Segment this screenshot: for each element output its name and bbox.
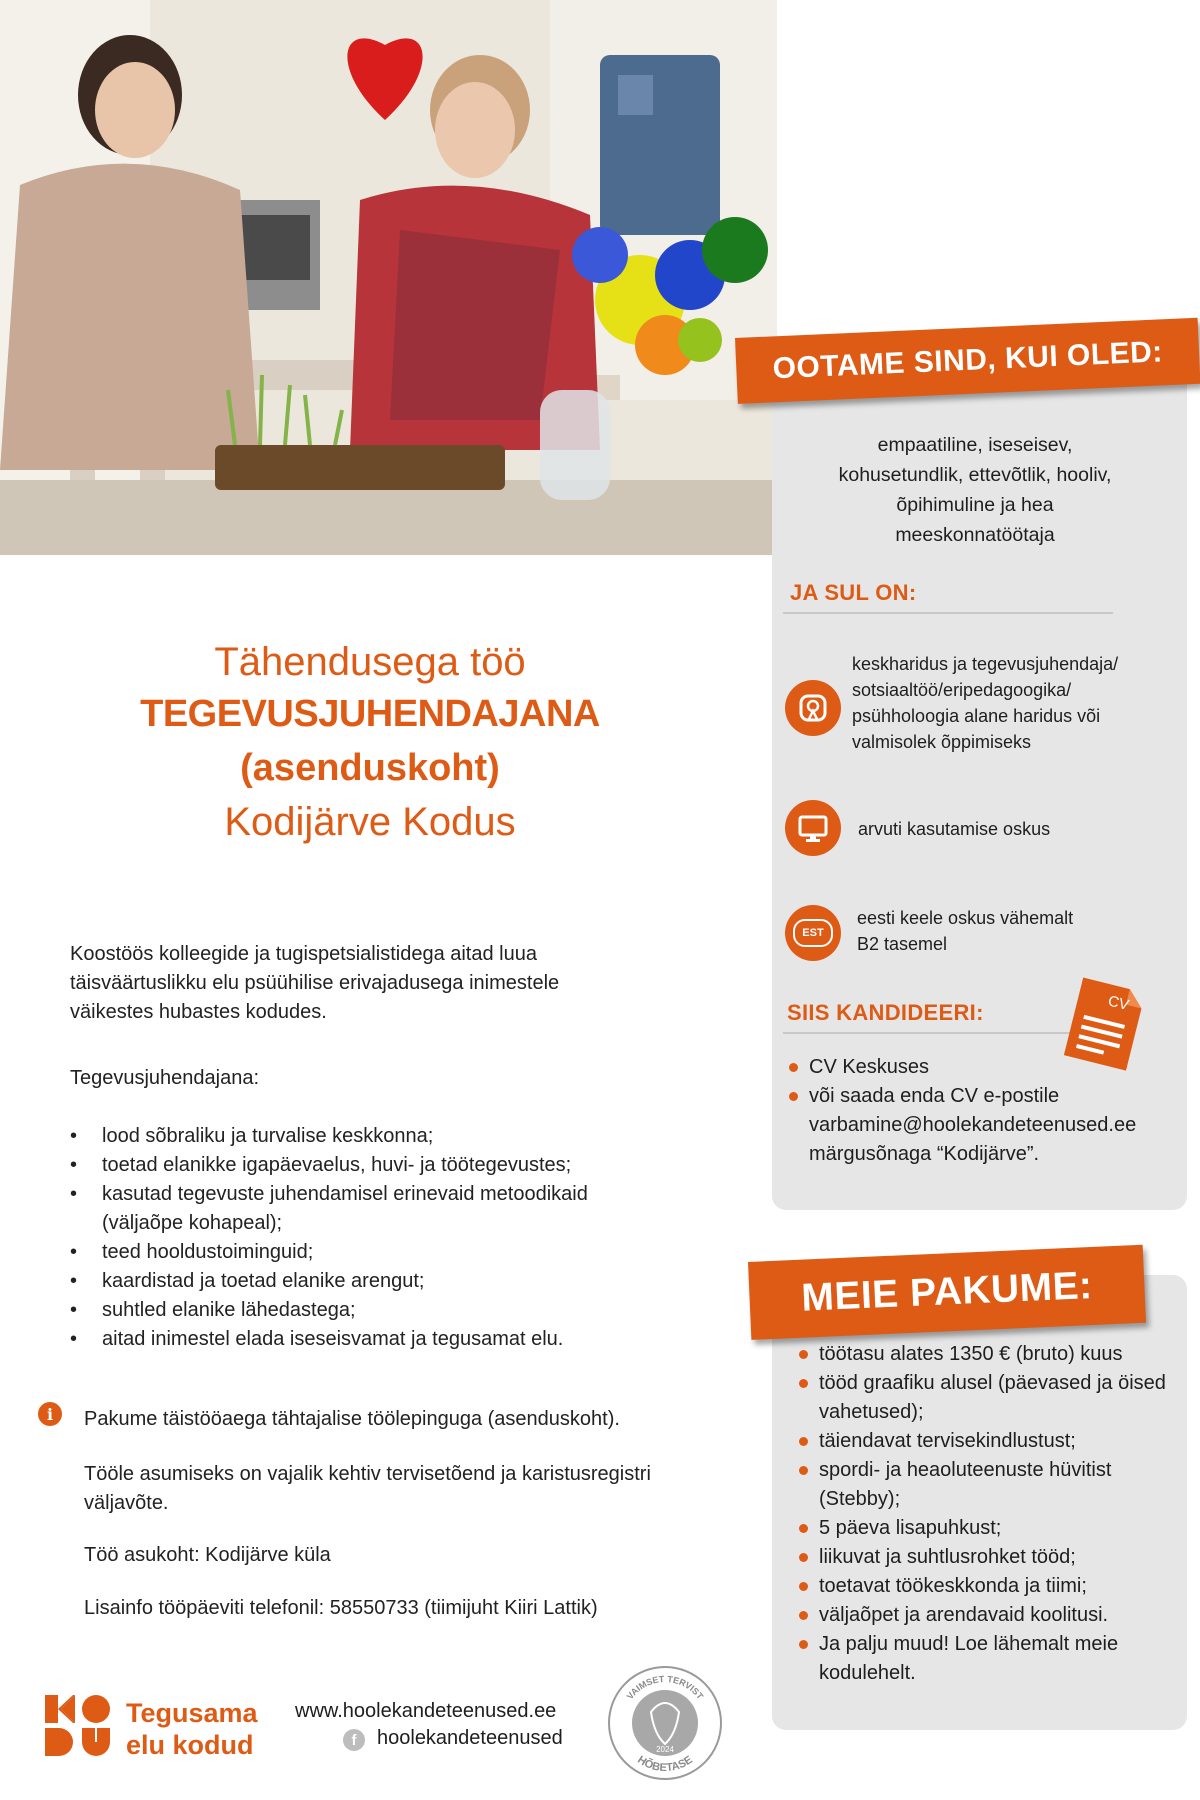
offer-item: täiendavat tervisekindlustust; [797,1427,1172,1456]
offer-item: tööd graafiku alusel (päevased ja öised vahetused); [797,1369,1172,1427]
quality-line: kohusetundlik, ettevõtlik, hooliv, [838,464,1112,486]
offer-item: 5 päeva lisapuhkust; [797,1514,1172,1543]
documents-info: Tööle asumiseks on vajalik kehtiv tervisetõend ja karistusregistri väljavõte. [84,1463,651,1514]
job-title-note: (asenduskoht) [240,747,500,789]
facebook-icon: f [343,1729,365,1751]
duty-item: • kasutad tegevuste juhendamisel erinevaid metoodikaid (väljaõpe kohapeal); [70,1180,670,1238]
duty-item: • aitad inimestel elada iseseisvamat ja tegusamat elu. [70,1325,670,1354]
divider [783,612,1113,614]
facebook-link[interactable]: hoolekandeteenused [377,1727,563,1749]
contact-info: Lisainfo tööpäeviti telefonil: 58550733 (tiimijuht Kiiri Lattik) [84,1597,598,1619]
seal-top-text: VAIMSET TERVIST [624,1673,706,1702]
title-line-1: Tähendusega töö [214,640,526,684]
requirement-computer: arvuti kasutamise oskus [858,819,1051,839]
website-link[interactable]: www.hoolekandeteenused.ee [295,1700,557,1722]
contract-info: Pakume täistööaega tähtajalise töölepinguga (asenduskoht). [84,1408,620,1430]
requirement-language: eesti keele oskus vähemalt B2 tasemel [857,908,1074,954]
offer-list [797,1340,1172,1688]
duty-item: • lood sõbraliku ja turvalise keskkonna; [70,1122,670,1151]
requirement-education: keskharidus ja tegevusjuhendaja/ sotsiaaltöö/eripedagoogika/ psühholoogia alane haridus või valmisolek õppimiseks [852,654,1119,752]
logo-mark-icon [45,1695,113,1762]
logo-line-1: Tegusama [126,1698,258,1728]
header-photo [0,0,777,555]
education-icon [785,680,841,736]
offer-item: toetavat töökeskkonda ja tiimi; [797,1572,1172,1601]
job-title: TEGEVUSJUHENDAJANA [140,693,600,735]
divider [783,1032,1073,1034]
offer-item: liikuvat ja suhtlusrohket tööd; [797,1543,1172,1572]
language-icon [785,905,841,961]
offer-item: Ja palju muud! Loe lähemalt meie kodulehelt. [797,1630,1172,1688]
duty-item: • teed hooldustoiminguid; [70,1238,670,1267]
computer-icon [785,800,841,856]
apply-item: CV Keskuses [787,1053,1187,1082]
kitchen-photo-illustration [0,0,777,555]
duty-item: • suhtled elanike lähedastega; [70,1296,670,1325]
duty-item: • toetad elanikke igapäevaelus, huvi- ja töötegevustes; [70,1151,670,1180]
offer-item: töötasu alates 1350 € (bruto) kuus [797,1340,1172,1369]
requirements-heading: JA SUL ON: [790,580,917,605]
quality-line: õpihimuline ja hea [896,494,1054,516]
location-title: Kodijärve Kodus [224,800,516,844]
duties-label: Tegevusjuhendajana: [70,1067,260,1089]
info-icon: i [38,1402,62,1426]
offer-item: spordi- ja heaoluteenuste hüvitist (Stebby); [797,1456,1172,1514]
apply-heading: SIIS KANDIDEERI: [787,1000,984,1025]
offer-item: väljaõpet ja arendavaid koolitusi. [797,1601,1172,1630]
cv-label: CV [1106,992,1131,1015]
brand-logo-text [126,1697,258,1761]
apply-item-email[interactable]: või saada enda CV e-postile varbamine@hoolekandeteenused.ee märgusõnaga “Kodijärve”. [787,1082,1187,1169]
certification-seal [606,1664,724,1787]
seal-year: 2024 [656,1745,674,1754]
expect-heading: OOTAME SIND, KUI OLED: [735,318,1200,404]
apply-list [787,1053,1187,1169]
seal-bottom-text: HÕBETASE [635,1753,695,1775]
duties-list [70,1122,670,1354]
quality-line: empaatiline, iseseisev, [877,434,1073,456]
est-label: EST [802,927,824,939]
duty-item: • kaardistad ja toetad elanike arengut; [70,1267,670,1296]
intro-text: Koostöös kolleegide ja tugispetsialistidega aitad luua täisväärtuslikku elu psüühilise erivajadusega inimestele väikestes hubastes kodudes. [70,943,560,1023]
qualities-list [780,430,1170,550]
location-info: Töö asukoht: Kodijärve küla [84,1544,331,1566]
offer-heading: MEIE PAKUME: [748,1245,1146,1340]
quality-line: meeskonnatöötaja [895,524,1055,546]
logo-line-2: elu kodud [126,1730,254,1760]
